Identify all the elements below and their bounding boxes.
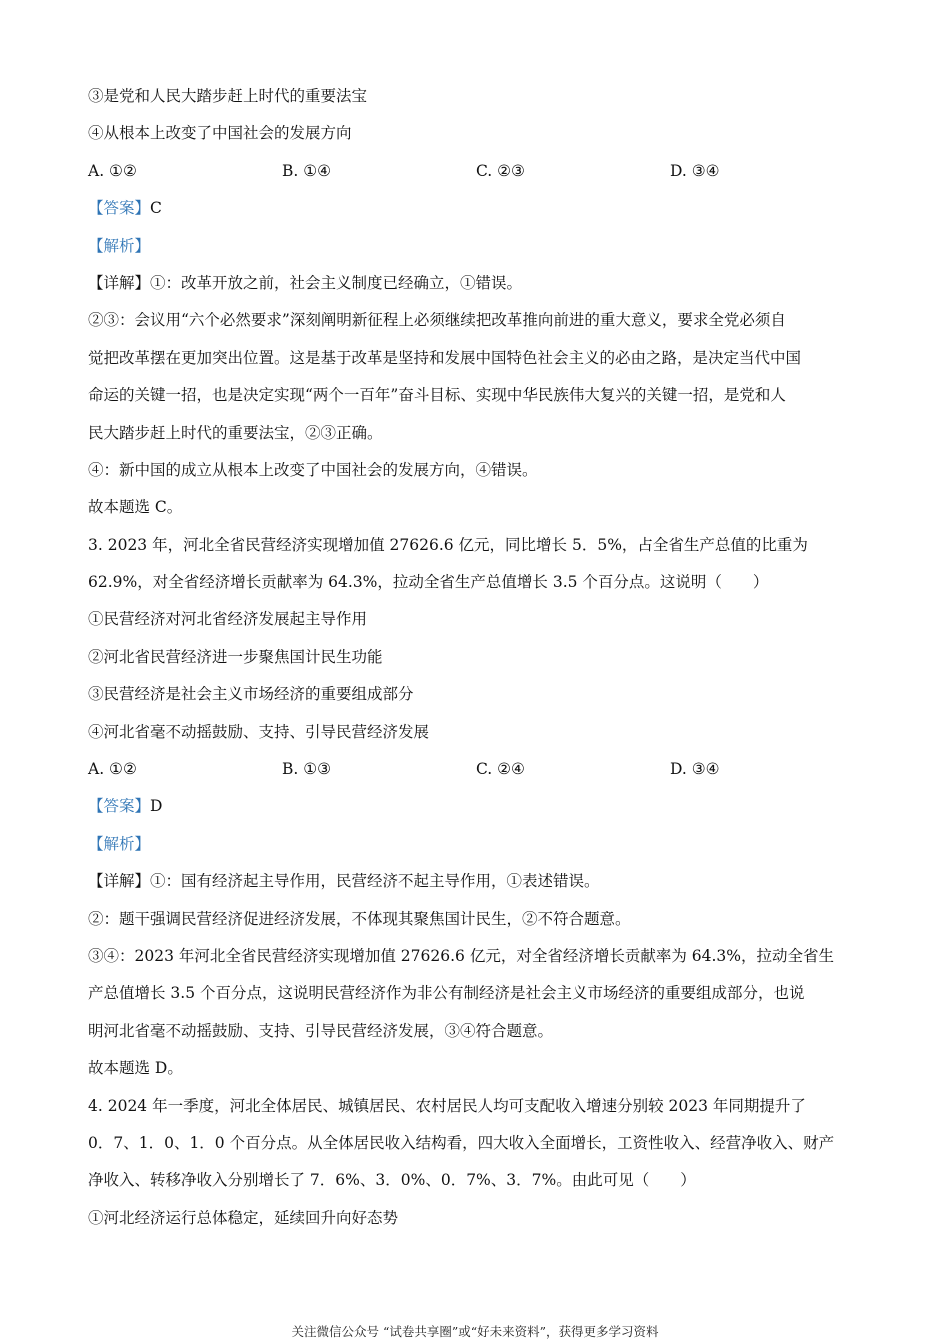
q3-choice-d: D. ③④ bbox=[670, 760, 720, 779]
q2-choices bbox=[88, 153, 868, 190]
q3-conclusion: 故本题选 D。 bbox=[88, 1059, 183, 1078]
q2-detail-2-line: 民大踏步赶上时代的重要法宝，②③正确。 bbox=[88, 423, 383, 442]
q2-analysis bbox=[88, 228, 868, 265]
q2-detail-2-line: ②③：会议用“六个必然要求”深刻阐明新征程上必须继续把改革推向前进的重大意义，要求全党必须自 bbox=[88, 311, 786, 330]
q2-detail-3: ④：新中国的成立从根本上改变了中国社会的发展方向，④错误。 bbox=[88, 460, 538, 479]
detail-tag: 【详解】 bbox=[88, 273, 151, 292]
q2-answer bbox=[88, 190, 868, 227]
q3-detail-3-line: 明河北省毫不动摇鼓励、支持、引导民营经济发展，③④符合题意。 bbox=[88, 1021, 554, 1040]
q4-stem-line: 净收入、转移净收入分别增长了 7．6%、3．0%、0．7%、3．7%。由此可见（ ） bbox=[88, 1171, 696, 1190]
q3-option-3: ③民营经济是社会主义市场经济的重要组成部分 bbox=[88, 685, 414, 704]
q3-option-1: ①民营经济对河北省经济发展起主导作用 bbox=[88, 610, 368, 629]
q4-stem-line: 4. 2024 年一季度，河北全体居民、城镇居民、农村居民人均可支配收入增速分别较 2023 年同期提升了 bbox=[88, 1096, 806, 1115]
q4-option-1: ①河北经济运行总体稳定，延续回升向好态势 bbox=[88, 1208, 399, 1227]
q3-analysis bbox=[88, 826, 868, 863]
q3-detail-3-line: 产总值增长 3.5 个百分点，这说明民营经济作为非公有制经济是社会主义市场经济的重要组成部分，也说 bbox=[88, 984, 805, 1003]
q3-option-2: ②河北省民营经济进一步聚焦国计民生功能 bbox=[88, 647, 383, 666]
q3-detail-1 bbox=[88, 863, 868, 900]
q3-choice-a: A. ①② bbox=[88, 760, 137, 779]
q3-answer-value: D bbox=[150, 797, 163, 816]
q3-choice-c: C. ②④ bbox=[476, 760, 525, 779]
q2-option-4: ④从根本上改变了中国社会的发展方向 bbox=[88, 124, 352, 143]
q3-detail-1-text: ①：国有经济起主导作用，民营经济不起主导作用，①表述错误。 bbox=[150, 872, 600, 891]
answer-tag: 【答案】 bbox=[88, 797, 151, 816]
q2-choice-a: A. ①② bbox=[88, 161, 137, 180]
analysis-tag: 【解析】 bbox=[88, 834, 151, 853]
answer-tag: 【答案】 bbox=[88, 199, 151, 218]
q2-choice-b: B. ①④ bbox=[282, 161, 332, 180]
q3-option-4: ④河北省毫不动摇鼓励、支持、引导民营经济发展 bbox=[88, 722, 430, 741]
q3-detail-3-line: ③④：2023 年河北全省民营经济实现增加值 27626.6 亿元，对全省经济增长贡献率为 64.3%，拉动全省生 bbox=[88, 946, 834, 965]
q3-stem-line: 3. 2023 年，河北全省民营经济实现增加值 27626.6 亿元，同比增长 5．5%，占全省生产总值的比重为 bbox=[88, 535, 808, 554]
q2-detail-1-text: ①：改革开放之前，社会主义制度已经确立，①错误。 bbox=[150, 273, 523, 292]
q2-answer-value: C bbox=[150, 199, 162, 218]
q3-detail-2: ②：题干强调民营经济促进经济发展，不体现其聚焦国计民生，②不符合题意。 bbox=[88, 909, 631, 928]
analysis-tag: 【解析】 bbox=[88, 236, 151, 255]
q2-choice-d: D. ③④ bbox=[670, 161, 720, 180]
q2-option-3: ③是党和人民大踏步赶上时代的重要法宝 bbox=[88, 87, 368, 105]
q2-detail-2-line: 觉把改革摆在更加突出位置。这是基于改革是坚持和发展中国特色社会主义的必由之路，是决定当代中国 bbox=[88, 348, 802, 367]
q3-stem-line: 62.9%，对全省经济增长贡献率为 64.3%，拉动全省生产总值增长 3.5 个百分点。这说明（ ） bbox=[88, 573, 769, 592]
q3-choices bbox=[88, 751, 868, 788]
detail-tag: 【详解】 bbox=[88, 872, 151, 891]
q3-choice-b: B. ①③ bbox=[282, 760, 332, 779]
q2-detail-1 bbox=[88, 265, 868, 302]
q2-detail-2-line: 命运的关键一招，也是决定实现“两个一百年”奋斗目标、实现中华民族伟大复兴的关键一招，是党和人 bbox=[88, 386, 786, 405]
q2-choice-c: C. ②③ bbox=[476, 161, 525, 180]
q4-stem-line: 0．7、1．0、1．0 个百分点。从全体居民收入结构看，四大收入全面增长，工资性收入、经营净收入、财产 bbox=[88, 1133, 835, 1152]
page-footer: 关注微信公众号 “试卷共享圈”或“好未来资料”，获得更多学习资料 bbox=[291, 1324, 659, 1339]
q2-conclusion: 故本题选 C。 bbox=[88, 498, 183, 517]
document-page bbox=[88, 78, 868, 1237]
q3-answer bbox=[88, 788, 868, 825]
